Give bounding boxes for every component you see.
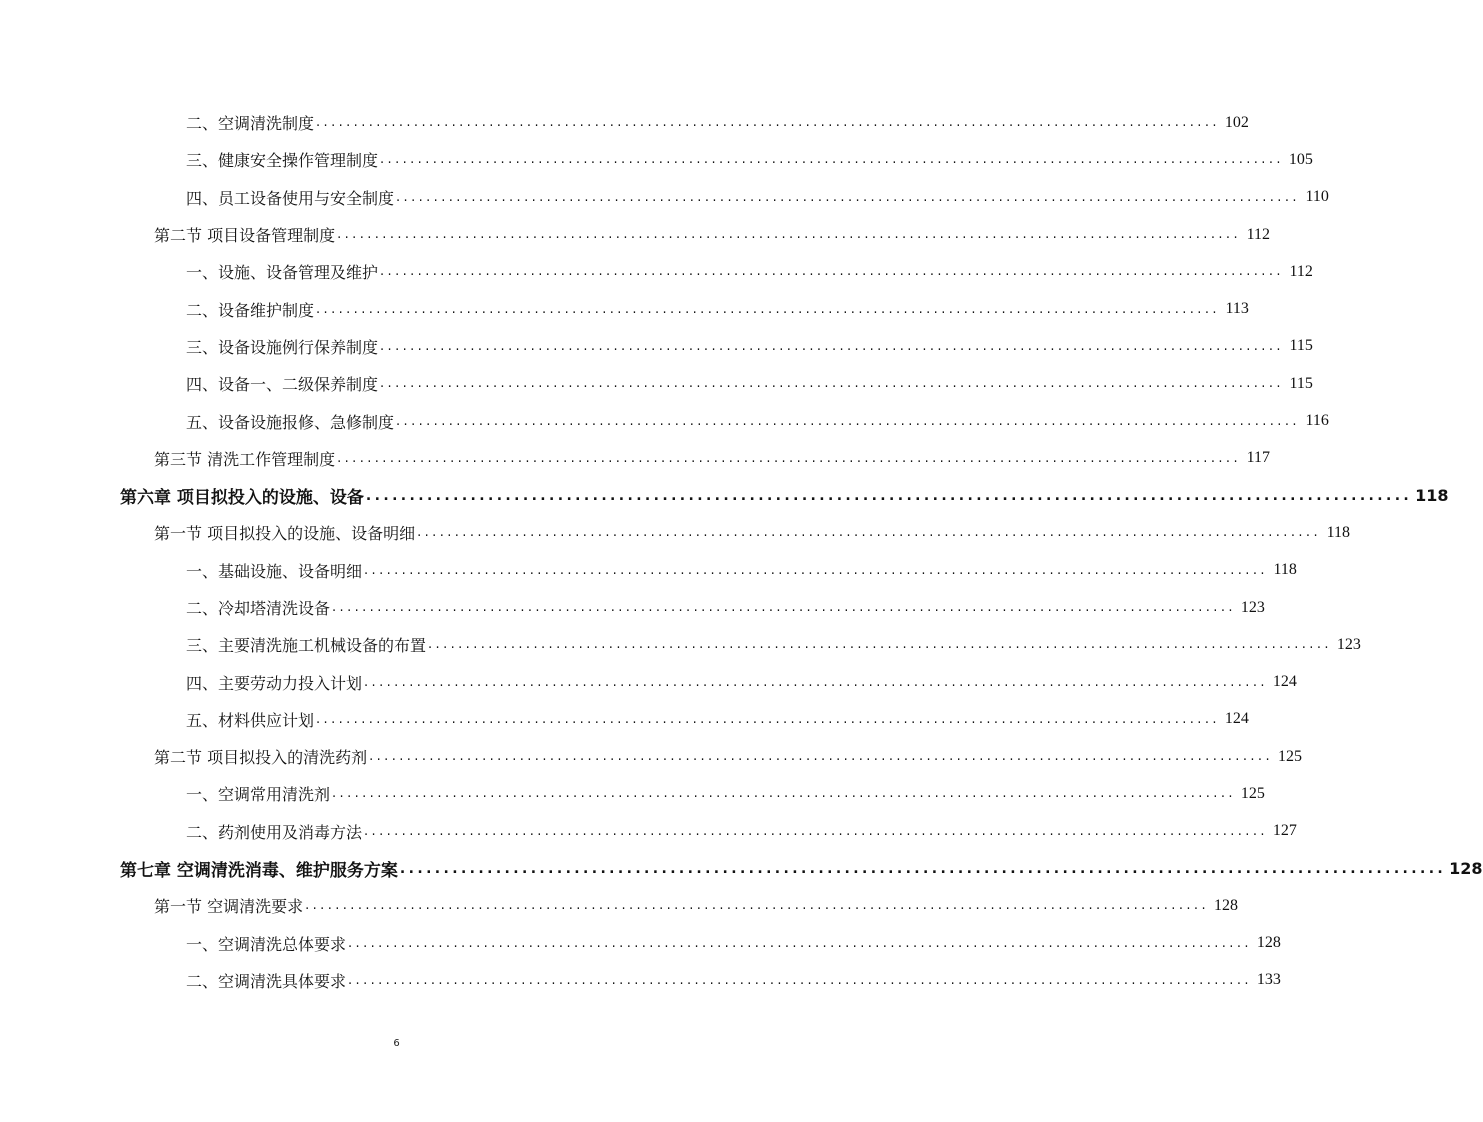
toc-dot-leader: ........................................................................................................................ (337, 450, 1241, 466)
toc-entry-page: 117 (1246, 449, 1270, 467)
toc-entry-title: 一、空调清洗总体要求 (186, 934, 347, 954)
toc-entry-page: 112 (1246, 225, 1270, 243)
toc-entry-title: 四、设备一、二级保养制度 (186, 375, 379, 395)
toc-entry-title: 三、健康安全操作管理制度 (186, 151, 379, 171)
toc-entry-page: 128 (1449, 859, 1483, 879)
toc-entry-page: 128 (1256, 934, 1281, 952)
toc-entry-title: 二、冷却塔清洗设备 (186, 599, 331, 618)
toc-entry-title: 第二节 项目拟投入的清洗药剂 (154, 748, 368, 768)
toc-entry-page: 125 (1277, 747, 1302, 765)
toc-dot-leader: ........................................................................................................................ (316, 301, 1220, 317)
toc-entry-page: 124 (1272, 673, 1297, 691)
toc-dot-leader: ........................................................................................................................ (364, 562, 1268, 578)
toc-dot-leader: ........................................................................................................................ (348, 935, 1252, 951)
toc-dot-leader: ........................................................................................................................ (337, 227, 1241, 243)
page-number: 6 (393, 1038, 400, 1049)
toc-entry-page: 115 (1289, 337, 1313, 355)
toc-subsection-entry[interactable] (0, 962, 1281, 999)
toc-entry-page: 118 (1273, 561, 1297, 579)
toc-dot-leader: ........................................................................................................................ (332, 600, 1236, 615)
toc-dot-leader: ........................................................................................................................ (365, 487, 1413, 504)
toc-section-entry[interactable] (0, 887, 1238, 924)
toc-subsection-entry[interactable] (0, 813, 1297, 850)
toc-dot-leader: ........................................................................................................................ (316, 115, 1220, 131)
toc-entry-page: 123 (1336, 635, 1361, 653)
toc-entry-page: 133 (1256, 971, 1281, 989)
toc-entry-title: 二、药剂使用及消毒方法 (186, 822, 363, 842)
toc-entry-title: 二、空调清洗具体要求 (186, 971, 347, 991)
toc-dot-leader: ........................................................................................................................ (396, 189, 1300, 205)
toc-section-entry[interactable] (0, 440, 1270, 477)
toc-entry-title: 三、主要清洗施工机械设备的布置 (186, 636, 427, 656)
toc-subsection-entry[interactable] (0, 179, 1329, 216)
toc-entry-title: 第一节 项目拟投入的设施、设备明细 (154, 524, 416, 544)
toc-dot-leader: ........................................................................................................................ (428, 637, 1332, 653)
toc-entry-title: 第三节 清洗工作管理制度 (154, 449, 336, 469)
toc-entry-title: 二、设备维护制度 (186, 300, 315, 320)
toc-dot-leader: ........................................................................................................................ (332, 786, 1236, 802)
toc-entry-title: 五、材料供应计划 (186, 710, 315, 730)
toc-subsection-entry[interactable] (0, 365, 1313, 402)
toc-dot-leader: ........................................................................................................................ (364, 674, 1268, 690)
toc-subsection-entry[interactable] (0, 775, 1265, 812)
toc-dot-leader: ........................................................................................................................ (380, 338, 1284, 354)
toc-entry-page: 115 (1289, 374, 1313, 392)
toc-dot-leader: ........................................................................................................................ (316, 711, 1220, 727)
toc-section-entry[interactable] (0, 514, 1350, 551)
toc-entry-page: 127 (1272, 822, 1297, 840)
toc-dot-leader: ........................................................................................................................ (417, 525, 1321, 541)
toc-chapter-entry[interactable] (0, 850, 1483, 887)
toc-entry-title: 一、基础设施、设备明细 (186, 561, 363, 581)
toc-subsection-entry[interactable] (0, 328, 1313, 365)
toc-entry-page: 128 (1213, 896, 1238, 914)
toc-entry-title: 四、员工设备使用与安全制度 (186, 188, 395, 208)
toc-dot-leader: ........................................................................................................................ (396, 413, 1300, 429)
toc-entry-page: 118 (1415, 486, 1449, 506)
toc-entry-title: 一、空调常用清洗剂 (186, 785, 331, 805)
toc-entry-title: 第二节 项目设备管理制度 (154, 226, 336, 246)
toc-subsection-entry[interactable] (0, 552, 1297, 589)
toc-dot-leader: ........................................................................................................................ (399, 860, 1447, 877)
toc-section-entry[interactable] (0, 216, 1270, 253)
toc-entry-title: 第六章 项目拟投入的设施、设备 (120, 488, 364, 509)
toc-entry-title: 第七章 空调清洗消毒、维护服务方案 (120, 861, 398, 882)
toc-subsection-entry[interactable] (0, 925, 1281, 962)
toc-entry-page: 125 (1240, 784, 1265, 802)
toc-subsection-entry[interactable] (0, 589, 1265, 626)
toc-chapter-entry[interactable] (0, 477, 1449, 514)
toc-dot-leader: ........................................................................................................................ (305, 898, 1209, 914)
toc-dot-leader: ........................................................................................................................ (364, 823, 1268, 839)
toc-entry-title: 二、空调清洗制度 (186, 114, 315, 134)
toc-dot-leader: ........................................................................................................................ (369, 749, 1273, 765)
toc-entry-title: 一、设施、设备管理及维护 (186, 263, 379, 283)
toc-subsection-entry[interactable] (0, 141, 1313, 178)
toc-subsection-entry[interactable] (0, 626, 1361, 663)
toc-entry-page: 113 (1225, 300, 1249, 318)
toc-subsection-entry[interactable] (0, 104, 1249, 141)
toc-dot-leader: ........................................................................................................................ (348, 972, 1252, 988)
toc-entry-page: 116 (1305, 412, 1329, 430)
table-of-contents (0, 104, 1483, 999)
toc-entry-page: 123 (1240, 598, 1265, 616)
toc-entry-page: 124 (1224, 710, 1249, 728)
toc-entry-title: 四、主要劳动力投入计划 (186, 673, 363, 693)
toc-dot-leader: ........................................................................................................................ (380, 152, 1284, 168)
toc-section-entry[interactable] (0, 738, 1302, 775)
toc-dot-leader: ........................................................................................................................ (380, 264, 1284, 280)
toc-subsection-entry[interactable] (0, 663, 1297, 700)
toc-subsection-entry[interactable] (0, 253, 1313, 290)
toc-entry-page: 110 (1305, 188, 1329, 206)
toc-entry-page: 102 (1224, 113, 1249, 131)
toc-dot-leader: ........................................................................................................................ (380, 376, 1284, 392)
toc-entry-title: 第一节 空调清洗要求 (154, 897, 304, 917)
toc-subsection-entry[interactable] (0, 290, 1249, 327)
toc-entry-page: 105 (1288, 150, 1313, 168)
toc-subsection-entry[interactable] (0, 701, 1249, 738)
toc-entry-title: 五、设备设施报修、急修制度 (186, 412, 395, 432)
toc-subsection-entry[interactable] (0, 402, 1329, 439)
toc-entry-title: 三、设备设施例行保养制度 (186, 337, 379, 357)
toc-entry-page: 112 (1289, 262, 1313, 280)
toc-entry-page: 118 (1326, 523, 1350, 541)
